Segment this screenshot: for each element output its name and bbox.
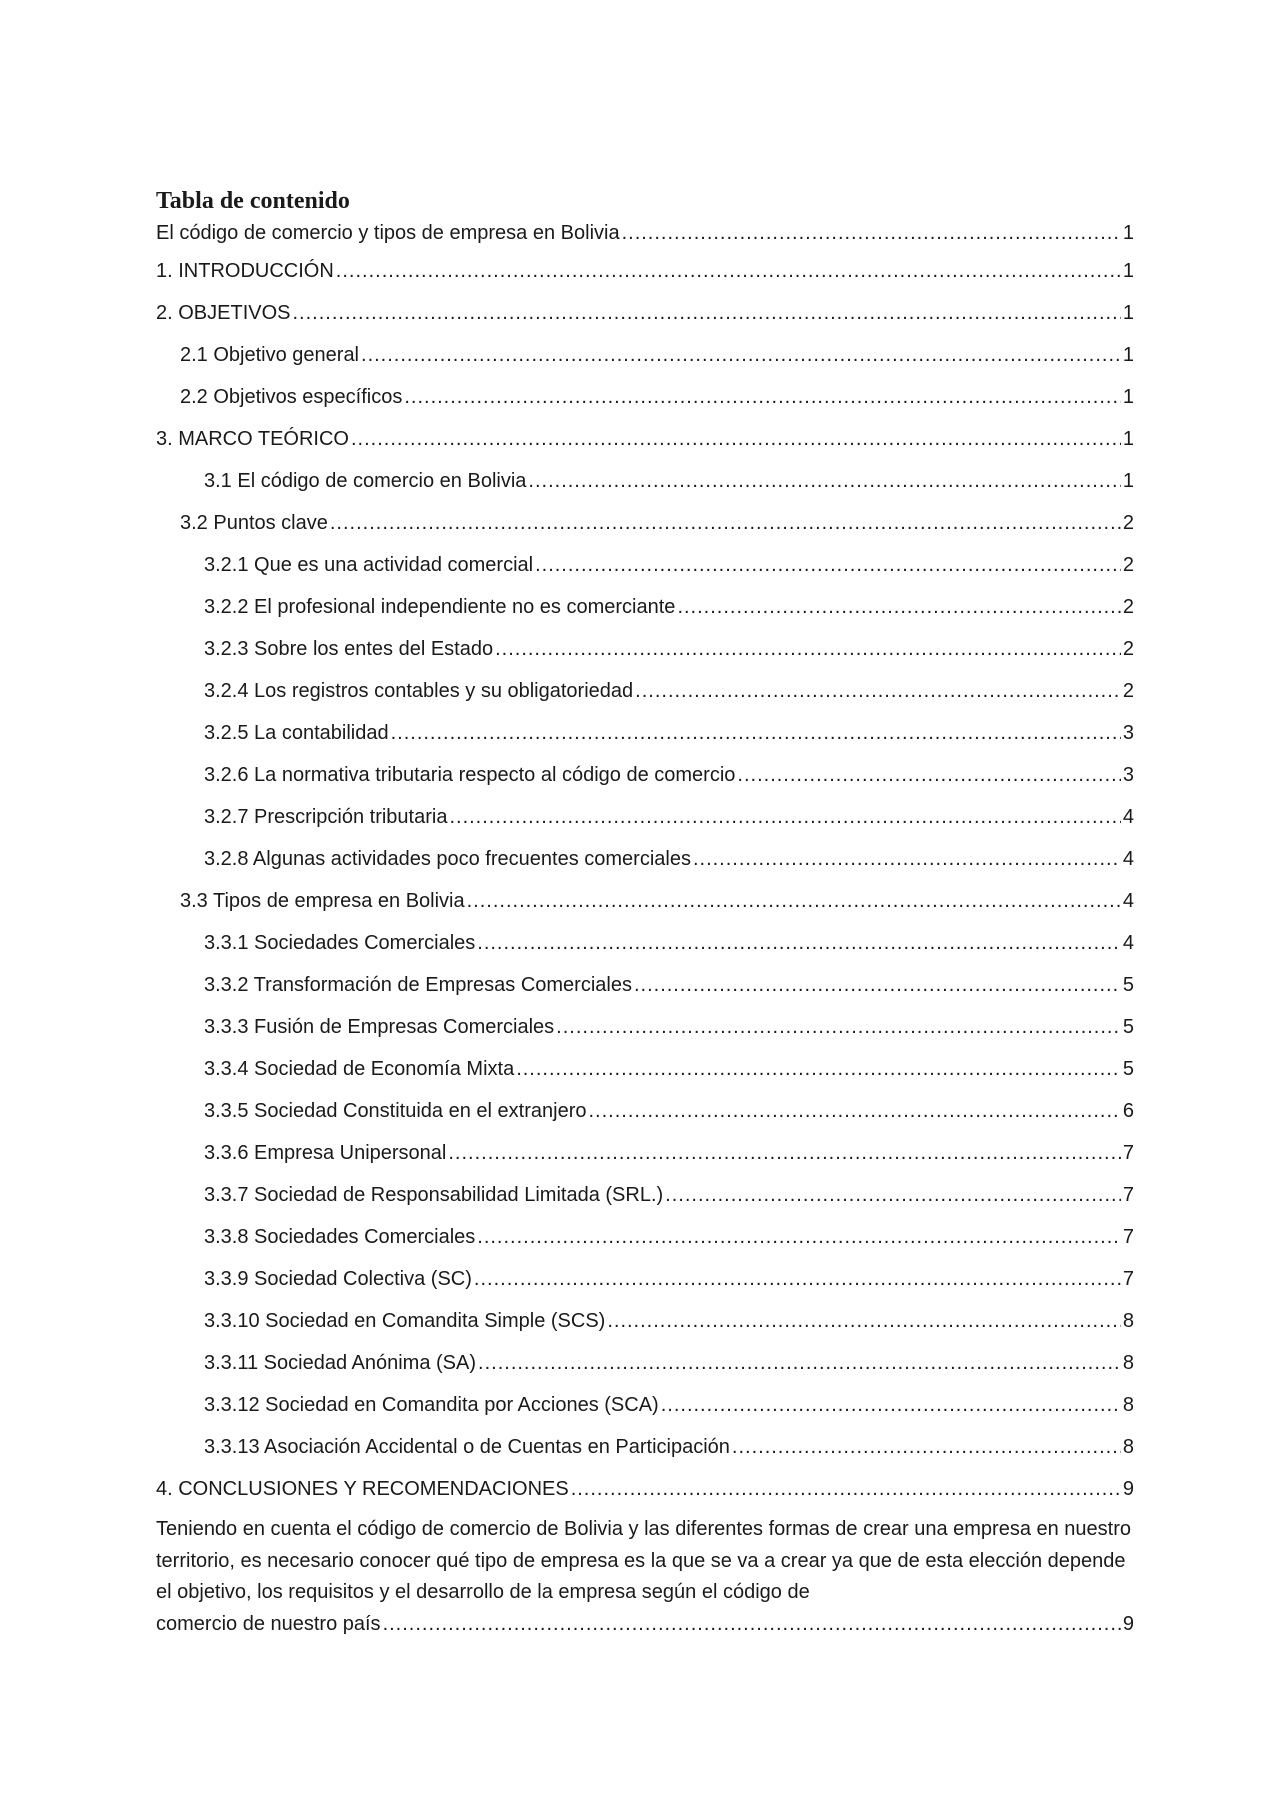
toc-entry-text: 3.2.3 Sobre los entes del Estado <box>204 638 494 660</box>
toc-entry-text: 3.2.4 Los registros contables y su obligatoriedad <box>204 680 634 702</box>
toc-entry-text: 3.2 Puntos clave <box>180 512 328 534</box>
toc-dot-leader <box>635 670 1121 712</box>
toc-page-number: 4 <box>1122 932 1134 954</box>
toc-page-number: 7 <box>1122 1268 1134 1290</box>
toc-entry-text: 3.3.1 Sociedades Comerciales <box>204 932 476 954</box>
toc-dot-leader <box>622 216 1121 250</box>
toc-page-number: 8 <box>1122 1310 1134 1332</box>
toc-entry[interactable] <box>156 1468 1134 1510</box>
toc-dot-leader <box>634 964 1121 1006</box>
toc-page-number: 3 <box>1122 722 1134 744</box>
toc-dot-leader <box>732 1426 1121 1468</box>
toc-entry-text: 3.3.2 Transformación de Empresas Comerciales <box>204 974 632 996</box>
toc-entry-text: 2.2 Objetivos específicos <box>180 386 403 408</box>
toc-dot-leader <box>528 460 1120 502</box>
toc-dot-leader <box>404 376 1121 418</box>
toc-page-number: 1 <box>1122 222 1134 244</box>
toc-dot-leader <box>661 1384 1121 1426</box>
toc-paragraph-text: Teniendo en cuenta el código de comercio de Bolivia y las diferentes formas de crear una empresa en nuestro territorio, es necesario conocer qué tipo de empresa es la que se va a crear ya que de esta elección depende el objetivo, los requisitos y el desarrollo de la empresa según el código de <box>156 1518 1132 1603</box>
toc-entry-text: 3.2.6 La normativa tributaria respecto al código de comercio <box>204 764 736 786</box>
toc-entry[interactable] <box>156 754 1134 796</box>
toc-page-number: 1 <box>1122 386 1134 408</box>
toc-page-number: 1 <box>1122 470 1134 492</box>
toc-entry[interactable] <box>156 586 1134 628</box>
toc-entry-paragraph[interactable] <box>156 1514 1134 1640</box>
toc-entry[interactable] <box>156 1006 1134 1048</box>
toc-entry[interactable] <box>156 292 1134 334</box>
toc-dot-leader <box>336 250 1121 292</box>
toc-entry-text: 3.3.3 Fusión de Empresas Comerciales <box>204 1016 555 1038</box>
toc-dot-leader <box>495 628 1121 670</box>
toc-dot-leader <box>292 292 1120 334</box>
toc-page-number: 9 <box>1122 1612 1134 1635</box>
toc-dot-leader <box>588 1090 1120 1132</box>
toc-entry[interactable] <box>156 1258 1134 1300</box>
toc-entry[interactable] <box>156 670 1134 712</box>
toc-page-number: 5 <box>1122 974 1134 996</box>
toc-page-number: 2 <box>1122 680 1134 702</box>
toc-page-number: 2 <box>1122 554 1134 576</box>
toc-dot-leader <box>693 838 1121 880</box>
toc-page-number: 4 <box>1122 848 1134 870</box>
toc-entry-text: 4. CONCLUSIONES Y RECOMENDACIONES <box>156 1478 569 1500</box>
toc-entry-text: 2. OBJETIVOS <box>156 302 291 324</box>
toc-entry[interactable] <box>156 796 1134 838</box>
toc-entry-text: 3.2.5 La contabilidad <box>204 722 389 744</box>
toc-page-number: 1 <box>1122 302 1134 324</box>
toc-dot-leader <box>665 1174 1121 1216</box>
toc-entry[interactable] <box>156 1300 1134 1342</box>
toc-dot-leader <box>477 1216 1121 1258</box>
toc-entry-text: 3.3.9 Sociedad Colectiva (SC) <box>204 1268 472 1290</box>
toc-entry-text: 1. INTRODUCCIÓN <box>156 260 334 282</box>
toc-paragraph-last-line <box>156 1609 1134 1641</box>
toc-entry-text: 3.3.10 Sociedad en Comandita Simple (SCS) <box>204 1310 606 1332</box>
toc-page-number: 9 <box>1122 1478 1134 1500</box>
toc-entry-text: 3.1 El código de comercio en Bolivia <box>204 470 527 492</box>
toc-dot-leader <box>383 1609 1121 1641</box>
toc-entry[interactable] <box>156 502 1134 544</box>
toc-entry-text: 3.2.2 El profesional independiente no es comerciante <box>204 596 676 618</box>
toc-dot-leader <box>449 796 1120 838</box>
toc-dot-leader <box>607 1300 1121 1342</box>
toc-entry[interactable] <box>156 1426 1134 1468</box>
toc-entry[interactable] <box>156 376 1134 418</box>
toc-page-number: 2 <box>1122 512 1134 534</box>
document-page <box>156 180 1134 1640</box>
toc-page-number: 7 <box>1122 1184 1134 1206</box>
toc-entry-text: 3.3 Tipos de empresa en Bolivia <box>180 890 465 912</box>
toc-entry[interactable] <box>156 216 1134 250</box>
toc-entry[interactable] <box>156 964 1134 1006</box>
toc-entry[interactable] <box>156 712 1134 754</box>
toc-page-number: 5 <box>1122 1058 1134 1080</box>
toc-entry-text: 3. MARCO TEÓRICO <box>156 428 349 450</box>
toc-entry[interactable] <box>156 460 1134 502</box>
toc-dot-leader <box>361 334 1121 376</box>
toc-entry-text: 3.3.6 Empresa Unipersonal <box>204 1142 447 1164</box>
toc-entry-text: 3.3.11 Sociedad Anónima (SA) <box>204 1352 477 1374</box>
toc-entry[interactable] <box>156 1384 1134 1426</box>
toc-entry-text: 3.3.12 Sociedad en Comandita por Acciones (SCA) <box>204 1394 659 1416</box>
toc-dot-leader <box>516 1048 1121 1090</box>
toc-entry-text: 3.3.13 Asociación Accidental o de Cuentas en Participación <box>204 1436 730 1458</box>
toc-entry[interactable] <box>156 1132 1134 1174</box>
toc-dot-leader <box>477 922 1121 964</box>
toc-entry-text: 3.3.5 Sociedad Constituida en el extranjero <box>204 1100 587 1122</box>
toc-entry-text: El código de comercio y tipos de empresa en Bolivia <box>156 222 620 244</box>
toc-entry[interactable] <box>156 922 1134 964</box>
toc-dot-leader <box>474 1258 1121 1300</box>
toc-entry-text: 3.2.7 Prescripción tributaria <box>204 806 448 828</box>
toc-entry-text: 3.3.8 Sociedades Comerciales <box>204 1226 476 1248</box>
toc-dot-leader <box>571 1468 1121 1510</box>
toc-page-number: 6 <box>1122 1100 1134 1122</box>
toc-dot-leader <box>351 418 1121 460</box>
toc-page-number: 8 <box>1122 1394 1134 1416</box>
toc-dot-leader <box>556 1006 1121 1048</box>
toc-page-number: 7 <box>1122 1142 1134 1164</box>
toc-dot-leader <box>737 754 1120 796</box>
toc-entry-text: 3.3.4 Sociedad de Economía Mixta <box>204 1058 515 1080</box>
toc-entry[interactable] <box>156 544 1134 586</box>
toc-dot-leader <box>448 1132 1121 1174</box>
toc-entry[interactable] <box>156 628 1134 670</box>
toc-entry[interactable] <box>156 1048 1134 1090</box>
toc-entry[interactable] <box>156 334 1134 376</box>
toc-page-number: 5 <box>1122 1016 1134 1038</box>
toc-entry[interactable] <box>156 1342 1134 1384</box>
toc-entry[interactable] <box>156 1090 1134 1132</box>
toc-entry[interactable] <box>156 418 1134 460</box>
toc-page-number: 1 <box>1122 260 1134 282</box>
toc-page-number: 8 <box>1122 1352 1134 1374</box>
toc-dot-leader <box>535 544 1121 586</box>
toc-dot-leader <box>330 502 1121 544</box>
toc-dot-leader <box>478 1342 1121 1384</box>
toc-page-number: 1 <box>1122 344 1134 366</box>
toc-entry[interactable] <box>156 838 1134 880</box>
toc-entry-text: 3.2.1 Que es una actividad comercial <box>204 554 534 576</box>
toc-page-number: 2 <box>1122 638 1134 660</box>
toc-list <box>156 216 1134 1640</box>
toc-entry[interactable] <box>156 1174 1134 1216</box>
toc-entry-text: 3.2.8 Algunas actividades poco frecuentes comerciales <box>204 848 691 870</box>
toc-paragraph-tail: comercio de nuestro país <box>156 1612 381 1635</box>
toc-page-number: 2 <box>1122 596 1134 618</box>
toc-page-number: 4 <box>1122 806 1134 828</box>
toc-dot-leader <box>467 880 1121 922</box>
toc-entry[interactable] <box>156 1216 1134 1258</box>
toc-dot-leader <box>677 586 1120 628</box>
toc-page-number: 4 <box>1122 890 1134 912</box>
toc-title: Tabla de contenido <box>156 188 350 214</box>
toc-entry[interactable] <box>156 880 1134 922</box>
toc-entry[interactable] <box>156 250 1134 292</box>
toc-page-number: 8 <box>1122 1436 1134 1458</box>
toc-page-number: 7 <box>1122 1226 1134 1248</box>
toc-dot-leader <box>391 712 1121 754</box>
toc-page-number: 3 <box>1122 764 1134 786</box>
toc-entry-text: 2.1 Objetivo general <box>180 344 360 366</box>
toc-page-number: 1 <box>1122 428 1134 450</box>
toc-entry-text: 3.3.7 Sociedad de Responsabilidad Limitada (SRL.) <box>204 1184 664 1206</box>
